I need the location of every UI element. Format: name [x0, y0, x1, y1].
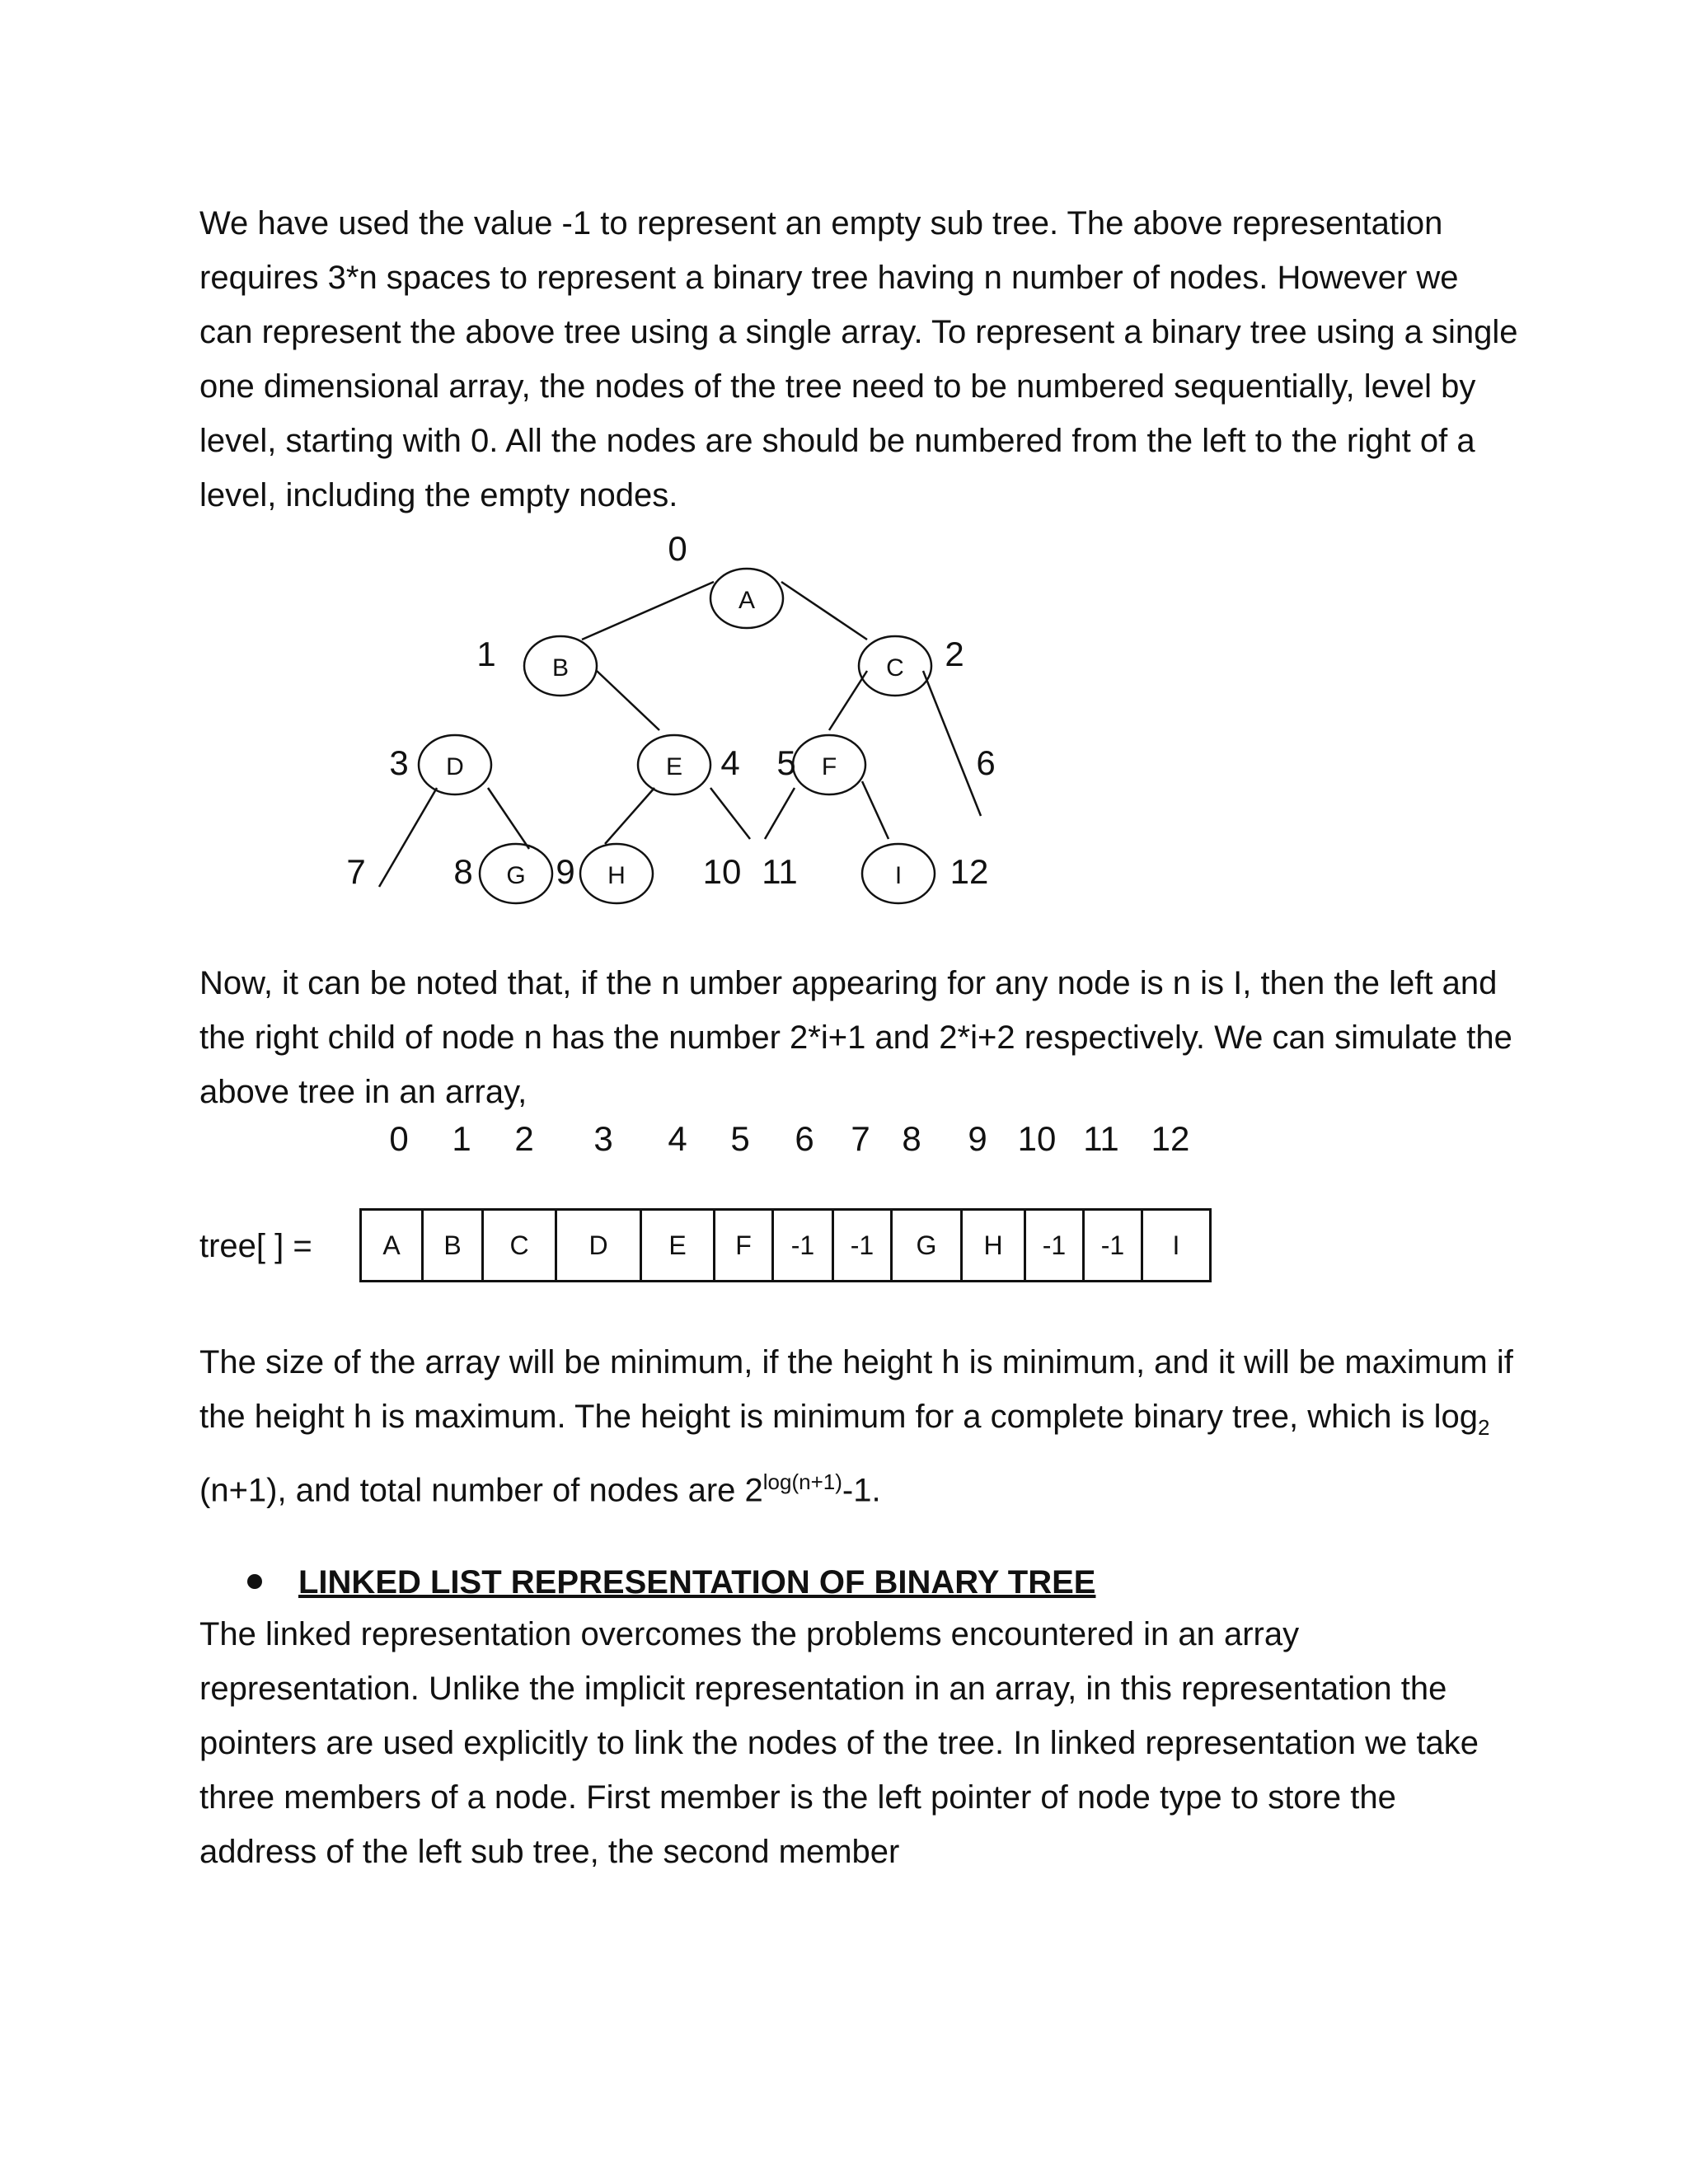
paragraph-linked-representation: The linked representation overcomes the problems encountered in an array representation. Unlike the implicit representation in an array, in this representation the pointers are used explicitly to link the nodes of the tree. In linked representation we take three members of a node. First member is the left pointer of node type to store the address of the left sub tree, the second member	[199, 1616, 1479, 1870]
exponent: log(n+1)	[762, 1469, 842, 1494]
array-index: 9	[968, 1119, 987, 1158]
node-number: 8	[453, 852, 473, 891]
array-index: 12	[1151, 1119, 1190, 1158]
paragraph-child-formula: Now, it can be noted that, if the n umber appearing for any node is n is I, then the left and the right child of node n has the number 2*i+1 and 2*i+2 respectively. We can simulate the above tree in an array,	[199, 965, 1512, 1110]
para3-text: -1.	[842, 1472, 881, 1509]
array-cell: -1	[1084, 1210, 1142, 1282]
array-index: 3	[593, 1119, 613, 1158]
array-index: 7	[851, 1119, 870, 1158]
array-index: 8	[902, 1119, 921, 1158]
node-letter: C	[886, 654, 904, 682]
node-letter: I	[894, 862, 903, 889]
array-index: 0	[389, 1119, 409, 1158]
paragraph-array-intro: We have used the value -1 to represent an empty sub tree. The above representation requires 3*n spaces to represent a binary tree having n number of nodes. However we can represent the above tree using a single array. To represent a binary tree using a single one dimensional array, the nodes of the tree need to be numbered sequentially, level by level, starting with 0. All the nodes are should be numbered from the left to the right of a level, including the empty nodes.	[199, 205, 1518, 513]
array-index: 10	[1017, 1119, 1057, 1158]
array-index: 1	[452, 1119, 471, 1158]
paragraph-array-size	[199, 1335, 1518, 1517]
node-letter: G	[506, 862, 526, 889]
node-letter: H	[607, 862, 626, 889]
array-cell: I	[1142, 1210, 1211, 1282]
node-letter: B	[551, 654, 570, 682]
array-cell: H	[962, 1210, 1025, 1282]
array-cell: F	[715, 1210, 773, 1282]
node-number: 9	[556, 852, 575, 891]
node-number: 3	[389, 743, 409, 782]
bullet-icon	[247, 1574, 262, 1589]
array-index: 6	[795, 1119, 814, 1158]
node-number: 6	[976, 743, 996, 782]
section-heading: LINKED LIST REPRESENTATION OF BINARY TREE	[298, 1564, 1096, 1601]
array-cell: E	[641, 1210, 715, 1282]
array-cell: -1	[1025, 1210, 1084, 1282]
para3-text: (n+1), and total number of nodes are 2	[199, 1472, 763, 1509]
array-cell: -1	[773, 1210, 833, 1282]
array-cell: G	[892, 1210, 962, 1282]
array-cell: D	[556, 1210, 641, 1282]
array-table	[359, 1208, 1212, 1282]
array-label: tree[ ] =	[199, 1228, 312, 1264]
node-number: 5	[776, 743, 796, 782]
array-index: 11	[1083, 1119, 1119, 1158]
node-number: 4	[720, 743, 740, 782]
node-number: 10	[702, 852, 742, 891]
array-index-row	[0, 1119, 1688, 1169]
node-letter: A	[738, 587, 756, 614]
para3-text: The size of the array will be minimum, if the height h is minimum, and it will be maximum if the height h is maximum. The height is minimum for a complete binary tree, which is log	[199, 1344, 1513, 1435]
array-index: 4	[668, 1119, 687, 1158]
array-cell: -1	[833, 1210, 892, 1282]
node-letter: F	[821, 753, 837, 780]
node-number: 11	[762, 852, 798, 891]
binary-tree-diagram	[0, 0, 1688, 956]
node-number: 2	[945, 635, 964, 673]
log-base: 2	[1478, 1415, 1490, 1440]
array-cell: C	[483, 1210, 556, 1282]
node-number: 7	[346, 852, 366, 891]
array-index: 5	[730, 1119, 750, 1158]
node-letter: D	[446, 753, 464, 780]
array-index: 2	[514, 1119, 534, 1158]
array-cell: B	[423, 1210, 483, 1282]
node-number: 0	[668, 529, 687, 568]
node-number: 12	[950, 852, 989, 891]
node-letter: E	[665, 753, 683, 780]
node-number: 1	[476, 635, 496, 673]
array-cell: A	[361, 1210, 423, 1282]
